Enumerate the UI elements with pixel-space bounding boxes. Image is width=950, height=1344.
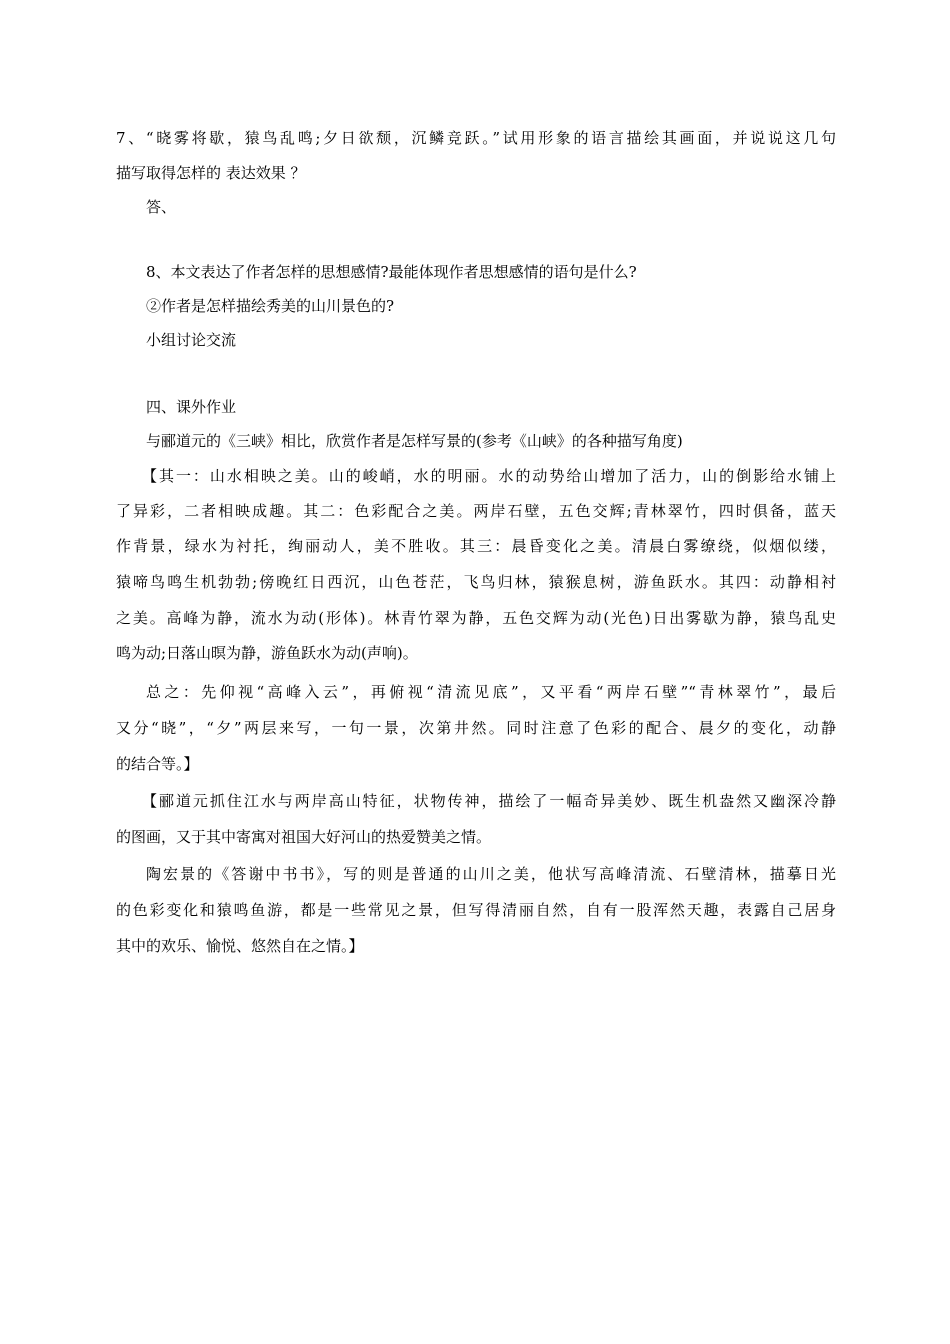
para2-line-1: 总之：先仰视“高峰入云”，再俯视“清流见底”，又平看“两岸石壁”“青林翠竹”，最后 bbox=[146, 683, 836, 701]
para2-line-2: 又分“晓”，“夕”两层来写，一句一景，次第井然。同时注意了色彩的配合、晨夕的变化，动静 bbox=[116, 719, 836, 737]
para4-line-2: 的色彩变化和猿鸣鱼游，都是一些常见之景，但写得清丽自然，自有一股浑然天趣，表露自己居身 bbox=[116, 901, 836, 919]
question-7-line-1: 7、“晓雾将歇，猿鸟乱鸣;夕日欲颓，沉鳞竞跃。”试用形象的语言描绘其画面，并说说这几句 bbox=[116, 129, 836, 147]
question-8: 8、本文表达了作者怎样的思想感情?最能体现作者思想感情的语句是什么? bbox=[146, 263, 637, 281]
para1-line-2: 了异彩，二者相映成趣。其二：色彩配合之美。两岸石壁，五色交辉;青林翠竹，四时俱备，蓝天 bbox=[116, 502, 836, 520]
question-8-sub: ②作者是怎样描绘秀美的山川景色的? bbox=[146, 297, 395, 315]
para1-line-5: 之美。高峰为静，流水为动(形体)。林青竹翠为静，五色交辉为动(光色)日出雾歇为静，猿鸟乱史 bbox=[116, 609, 836, 627]
para2-line-3: 的结合等。】 bbox=[116, 755, 199, 773]
para1-line-6: 鸣为动;日落山暝为静，游鱼跃水为动(声响)。 bbox=[116, 644, 418, 662]
group-discussion: 小组讨论交流 bbox=[146, 331, 237, 349]
answer-label: 答、 bbox=[146, 198, 177, 216]
para1-line-3: 作背景，绿水为衬托，绚丽动人，美不胜收。其三：晨昏变化之美。清晨白雾缭绕，似烟似缕， bbox=[116, 537, 836, 555]
para1-line-1: 【其一：山水相映之美。山的峻峭，水的明丽。水的动势给山增加了活力，山的倒影给水铺上 bbox=[142, 467, 836, 485]
para4-line-1: 陶宏景的《答谢中书书》，写的则是普通的山川之美，他状写高峰清流、石壁清林，描摹日光 bbox=[146, 865, 836, 883]
para1-line-4: 猿啼鸟鸣生机勃勃;傍晚红日西沉，山色苍茫，飞鸟归林，猿猴息树，游鱼跃水。其四：动静相衬 bbox=[116, 573, 836, 591]
para4-line-3: 其中的欢乐、愉悦、悠然自在之情。】 bbox=[116, 937, 364, 955]
para3-line-1: 【郦道元抓住江水与两岸高山特征，状物传神，描绘了一幅奇异美妙、既生机盎然又幽深冷静 bbox=[142, 792, 836, 810]
homework-heading: 四、课外作业 bbox=[146, 398, 237, 416]
homework-task: 与郦道元的《三峡》相比，欣赏作者是怎样写景的(参考《山峡》的各种描写角度) bbox=[146, 432, 683, 450]
para3-line-2: 的图画，又于其中寄寓对祖国大好河山的热爱赞美之情。 bbox=[116, 828, 492, 846]
question-7-line-2: 描写取得怎样的 表达效果 ？ bbox=[116, 164, 306, 182]
